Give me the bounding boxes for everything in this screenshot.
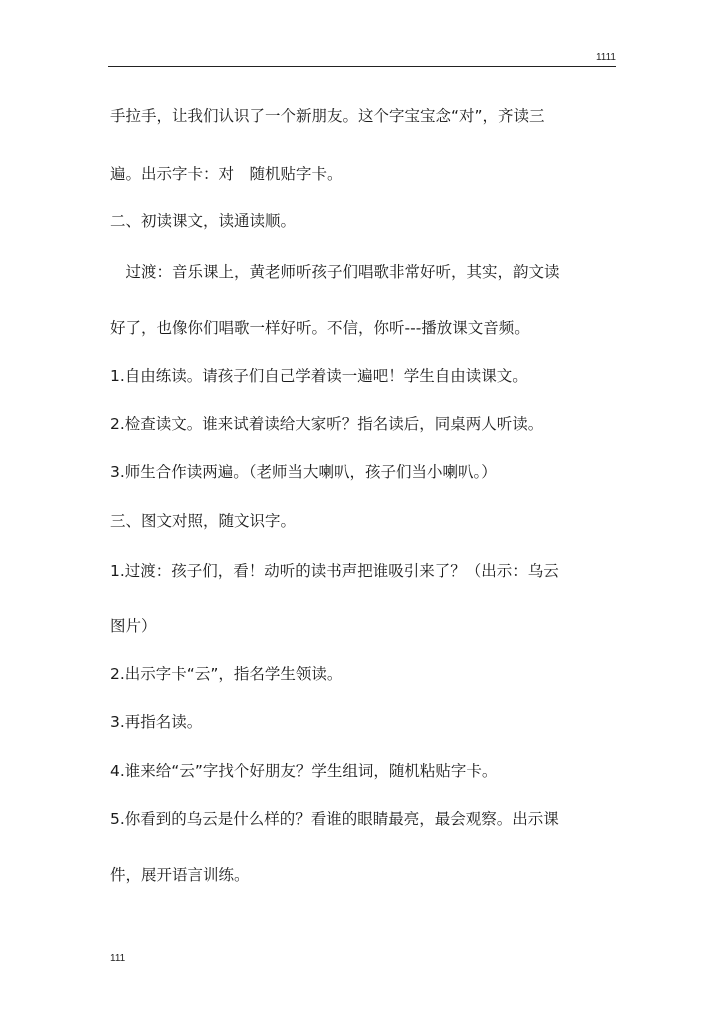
text-line: 三、图文对照，随文识字。 bbox=[110, 512, 297, 530]
text-line: 5.你看到的乌云是什么样的？看谁的眼睛最亮，最会观察。出示课 bbox=[110, 810, 559, 828]
text-line: 好了，也像你们唱歌一样好听。不信，你听---播放课文音频。 bbox=[110, 319, 530, 337]
text-line: 件，展开语言训练。 bbox=[110, 866, 250, 884]
text-line: 过渡：音乐课上，黄老师听孩子们唱歌非常好听，其实，韵文读 bbox=[110, 263, 560, 281]
text-line: 二、初读课文，读通读顺。 bbox=[110, 212, 297, 230]
text-line: 遍。出示字卡：对 随机贴字卡。 bbox=[110, 165, 343, 183]
text-line: 4.谁来给“云”字找个好朋友？学生组词，随机粘贴字卡。 bbox=[110, 762, 498, 780]
text-line: 手拉手，让我们认识了一个新朋友。这个字宝宝念“对”，齐读三 bbox=[110, 107, 545, 125]
text-line: 2.出示字卡“云”，指名学生领读。 bbox=[110, 665, 343, 683]
page-footer-number: 111 bbox=[110, 953, 126, 964]
text-line: 3.师生合作读两遍。（老师当大喇叭，孩子们当小喇叭。） bbox=[110, 463, 497, 481]
text-line: 2.检查读文。谁来试着读给大家听？指名读后，同桌两人听读。 bbox=[110, 415, 544, 433]
header-rule bbox=[108, 66, 616, 67]
text-line: 3.再指名读。 bbox=[110, 713, 203, 731]
text-line: 1.过渡：孩子们，看！动听的读书声把谁吸引来了？（出示：乌云 bbox=[110, 562, 559, 580]
text-line: 1.自由练读。请孩子们自己学着读一遍吧！学生自由读课文。 bbox=[110, 367, 528, 385]
text-line: 图片） bbox=[110, 617, 157, 635]
page-header-number: 1111 bbox=[595, 52, 616, 63]
